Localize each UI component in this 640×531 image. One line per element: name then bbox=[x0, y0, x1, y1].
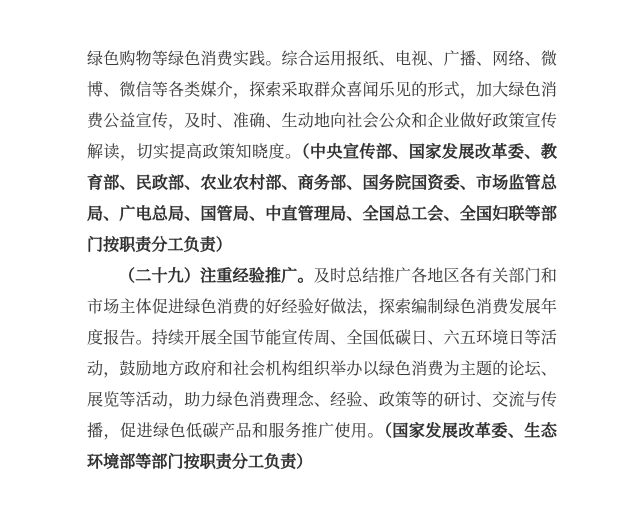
text-line bbox=[87, 323, 557, 354]
text-line bbox=[87, 44, 557, 75]
text-segment: 及时总结推广各地区各有关部门和 bbox=[313, 268, 557, 285]
text-line bbox=[87, 354, 557, 385]
text-segment-bold: 局、广电总局、国管局、中直管理局、全国总工会、全国妇联等部 bbox=[87, 206, 557, 223]
text-line bbox=[87, 137, 557, 168]
text-segment: 绿色购物等绿色消费实践。综合运用报纸、电视、广播、网络、微 bbox=[87, 51, 557, 68]
text-line bbox=[87, 447, 557, 478]
text-line bbox=[87, 168, 557, 199]
text-segment: 展览等活动，助力绿色消费理念、经验、政策等的研讨、交流与传 bbox=[87, 392, 557, 409]
text-segment: 动，鼓励地方政府和社会机构组织举办以绿色消费为主题的论坛、 bbox=[87, 361, 557, 378]
text-line bbox=[87, 261, 557, 292]
text-segment-bold: 环境部等部门按职责分工负责） bbox=[87, 454, 313, 471]
text-segment: 度报告。持续开展全国节能宣传周、全国低碳日、六五环境日等活 bbox=[87, 330, 557, 347]
text-segment: 市场主体促进绿色消费的好经验好做法，探索编制绿色消费发展年 bbox=[87, 299, 557, 316]
text-segment: 博、微信等各类媒介，探索采取群众喜闻乐见的形式，加大绿色消 bbox=[87, 82, 557, 99]
text-segment: 费公益宣传，及时、准确、生动地向社会公众和企业做好政策宣传 bbox=[87, 113, 557, 130]
text-segment: 解读，切实提高政策知晓度。 bbox=[87, 144, 302, 161]
text-segment-bold: 门按职责分工负责） bbox=[87, 237, 232, 254]
text-segment-bold: （国家发展改革委、生态 bbox=[383, 423, 557, 440]
text-line bbox=[87, 416, 557, 447]
text-segment-bold: （二十九）注重经验推广。 bbox=[119, 268, 314, 285]
text-line bbox=[87, 292, 557, 323]
text-line bbox=[87, 75, 557, 106]
text-line bbox=[87, 199, 557, 230]
text-segment-bold: 育部、民政部、农业农村部、商务部、国务院国资委、市场监管总 bbox=[87, 175, 557, 192]
text-segment-bold: （中央宣传部、国家发展改革委、教 bbox=[301, 144, 557, 161]
text-line bbox=[87, 230, 557, 261]
text-block bbox=[87, 44, 557, 478]
text-segment: 播，促进绿色低碳产品和服务推广使用。 bbox=[87, 423, 384, 440]
text-line bbox=[87, 106, 557, 137]
text-line bbox=[87, 385, 557, 416]
